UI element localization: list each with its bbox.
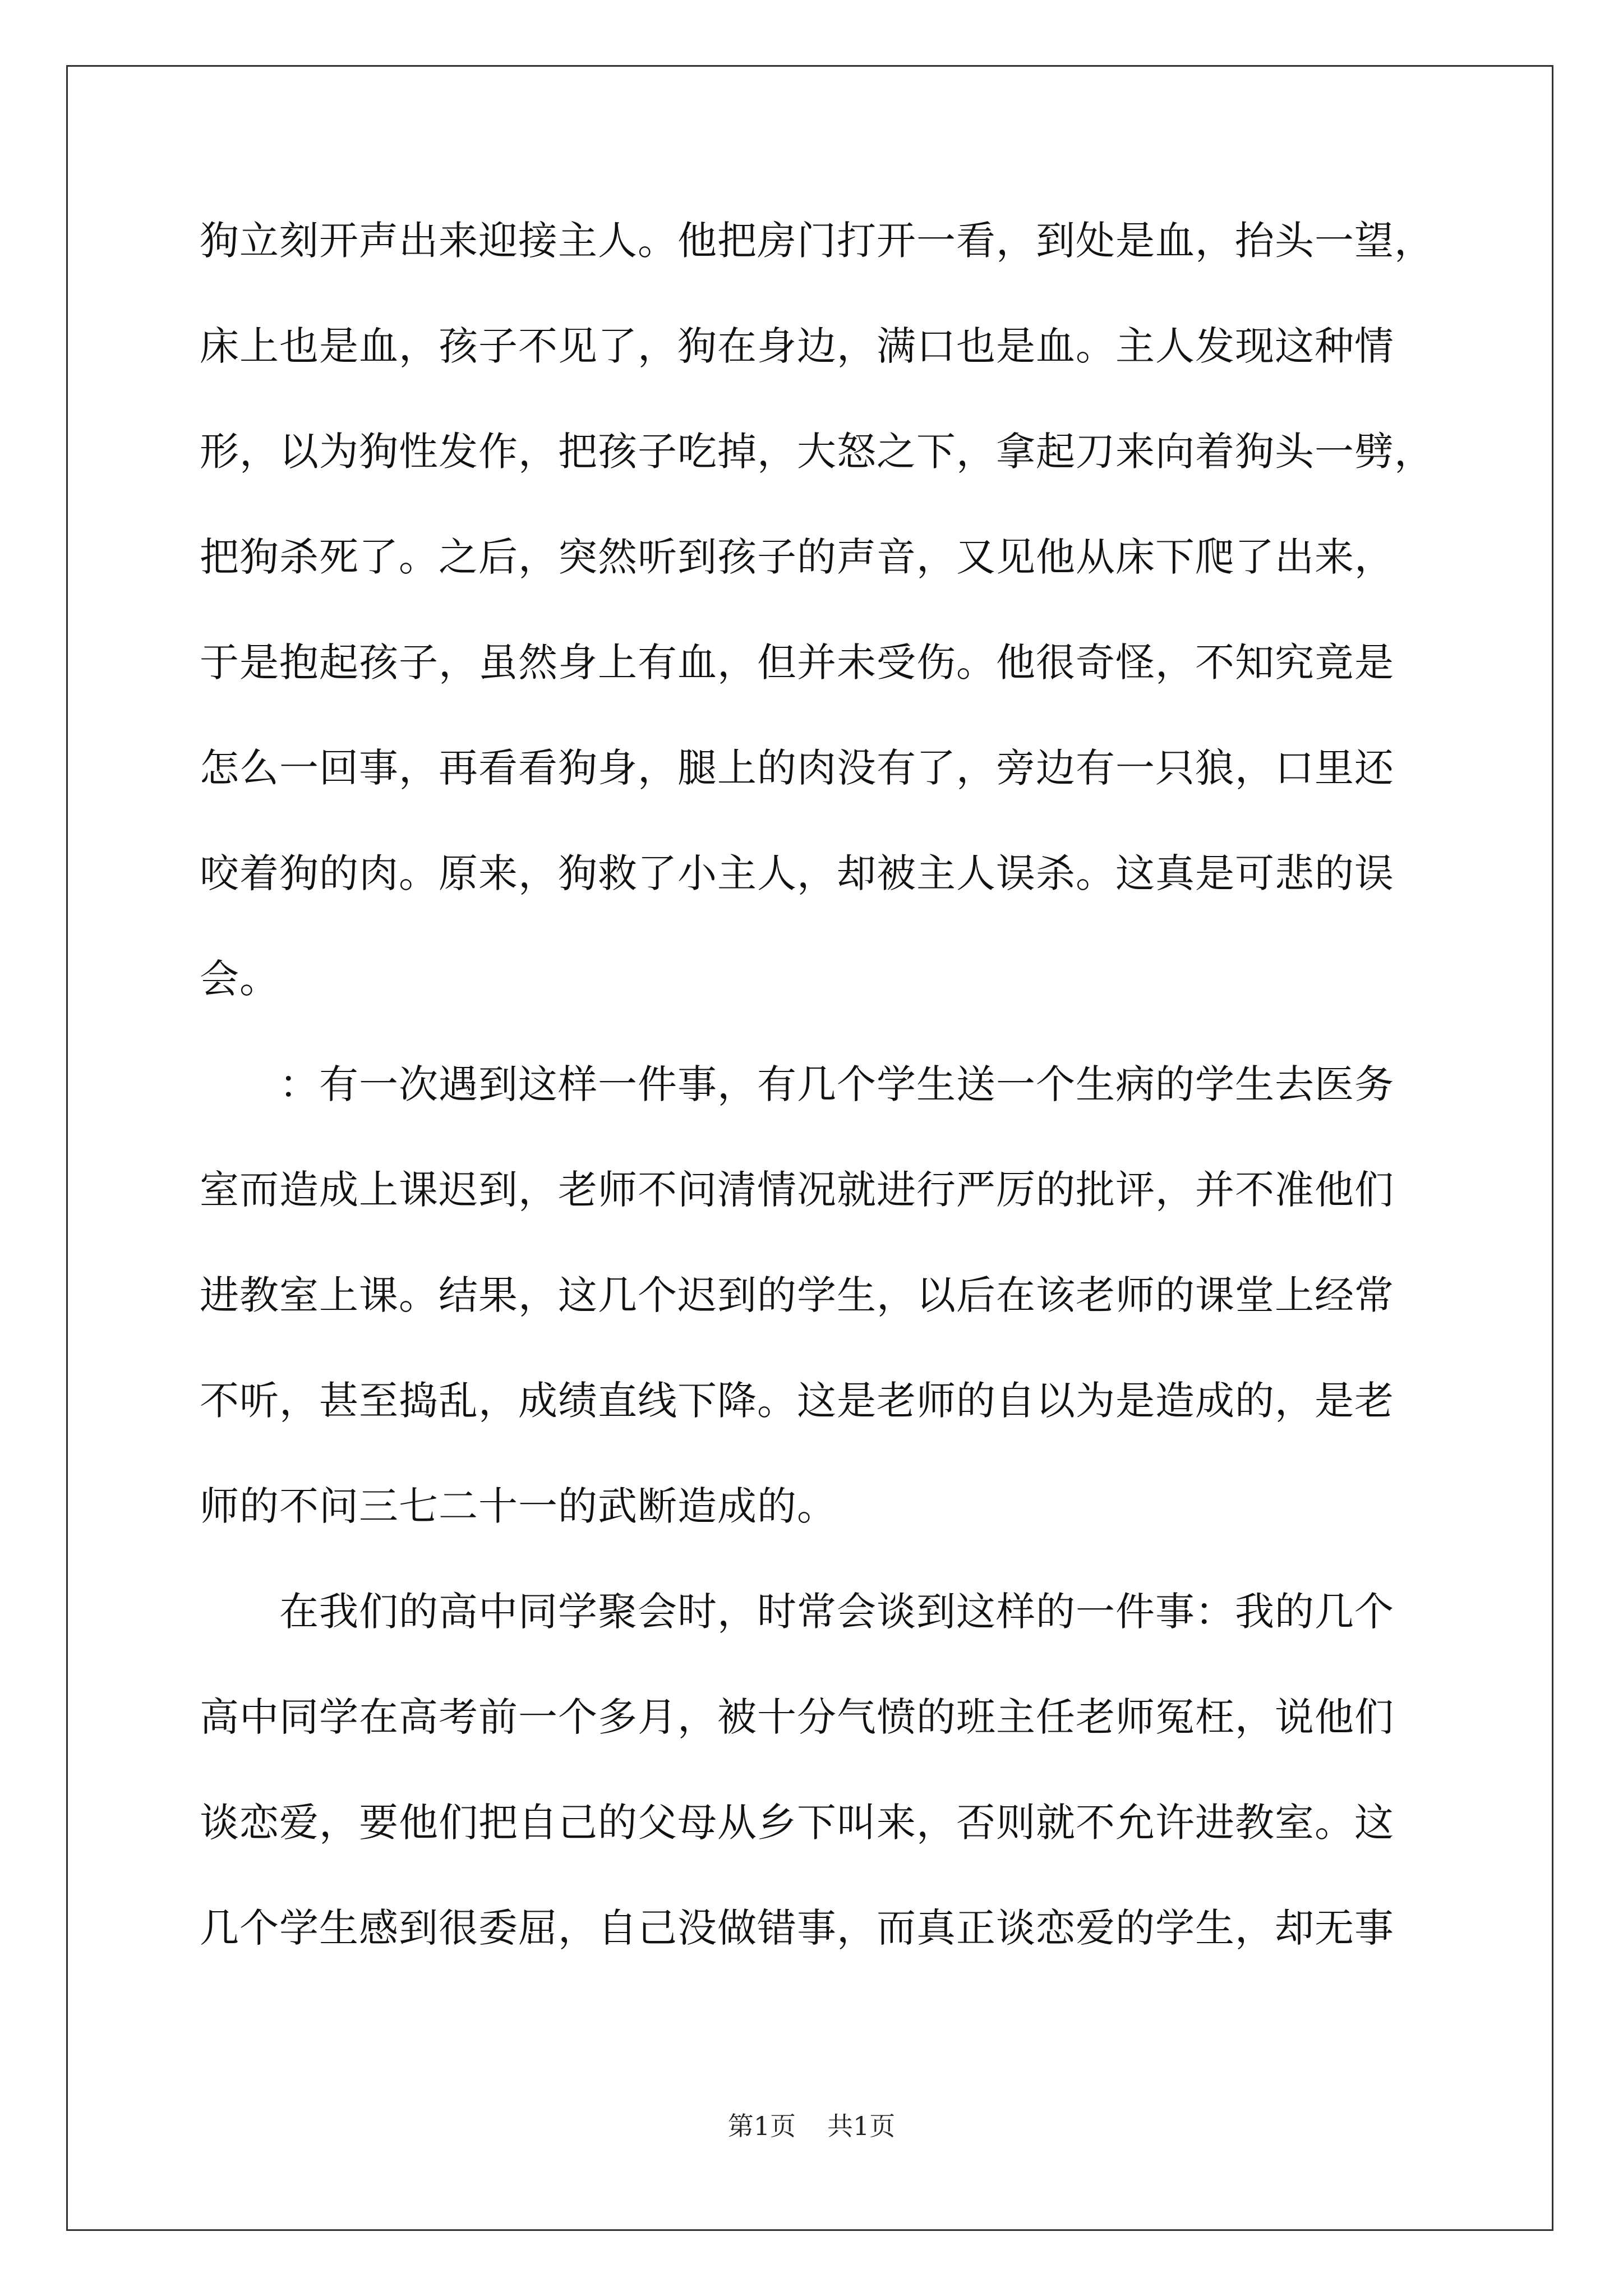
- text-line: 谈恋爱，要他们把自己的父母从乡下叫来，否则就不允许进教室。这: [200, 1800, 1394, 1846]
- text-line: 高中同学在高考前一个多月，被十分气愤的班主任老师冤枉，说他们: [200, 1694, 1394, 1740]
- text-line: 把狗杀死了。之后，突然听到孩子的声音，又见他从床下爬了出来，: [200, 534, 1394, 580]
- text-line: 于是抱起孩子，虽然身上有血，但并未受伤。他很奇怪，不知究竟是: [200, 639, 1394, 685]
- text-line: 进教室上课。结果，这几个迟到的学生，以后在该老师的课堂上经常: [200, 1272, 1394, 1318]
- text-line: 怎么一回事，再看看狗身，腿上的肉没有了，旁边有一只狼，口里还: [200, 745, 1394, 791]
- text-line: 室而造成上课迟到，老师不问清情况就进行严厉的批评，并不准他们: [200, 1167, 1394, 1213]
- page-footer: [0, 2109, 1623, 2143]
- text-line: 在我们的高中同学聚会时，时常会谈到这样的一件事：我的几个: [200, 1589, 1394, 1635]
- text-line: 会。: [200, 956, 279, 1002]
- text-line: 咬着狗的肉。原来，狗救了小主人，却被主人误杀。这真是可悲的误: [200, 850, 1394, 896]
- text-line: 形，以为狗性发作，把孩子吃掉，大怒之下，拿起刀来向着狗头一劈，: [200, 429, 1434, 475]
- document-body: [200, 188, 1434, 1981]
- text-line: 师的不问三七二十一的武断造成的。: [200, 1483, 837, 1529]
- total-pages: 共1页: [827, 2111, 896, 2141]
- text-line: 狗立刻开声出来迎接主人。他把房门打开一看，到处是血，抬头一望，: [200, 218, 1434, 264]
- text-line: 几个学生感到很委屈，自己没做错事，而真正谈恋爱的学生，却无事: [200, 1905, 1394, 1951]
- text-line: 床上也是血，孩子不见了，狗在身边，满口也是血。主人发现这种情: [200, 323, 1394, 369]
- page-number: 第1页: [727, 2111, 796, 2141]
- text-line: 不听，甚至捣乱，成绩直线下降。这是老师的自以为是造成的，是老: [200, 1378, 1394, 1424]
- text-line: ：有一次遇到这样一件事，有几个学生送一个生病的学生去医务: [200, 1061, 1394, 1107]
